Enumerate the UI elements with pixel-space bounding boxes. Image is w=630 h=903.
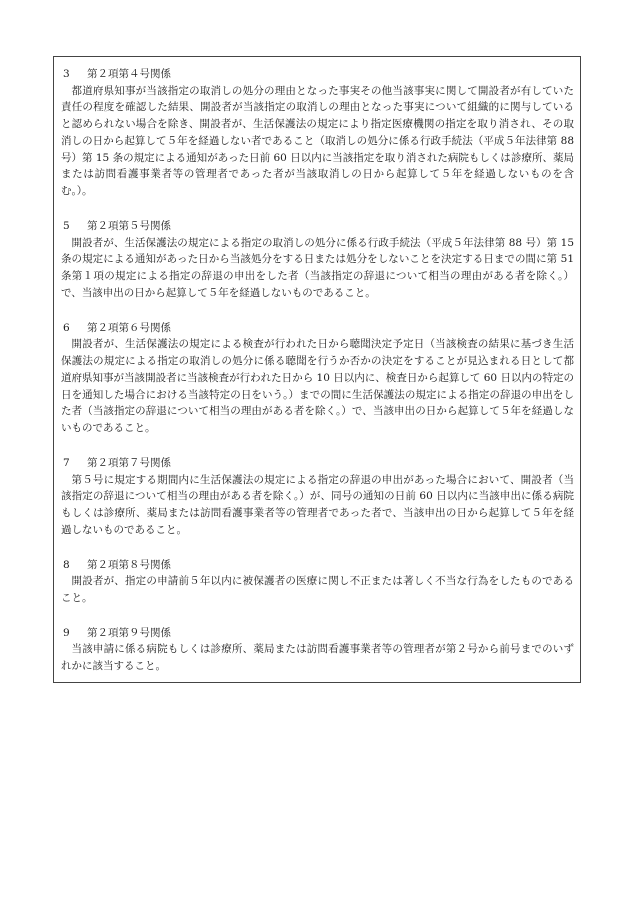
section-body: 開設者が、生活保護法の規定による指定の取消しの処分に係る行政手続法（平成５年法律第 88 号）第 15 条の規定による通知があった日から当該処分をする日または処分をしないことを決定する日までの間に第 51 条第１項の規定による指定の辞退の申出をした者（当該指定の辞退について相当の理由がある者を除く。）で、当該申出の日から起算して５年を経過しないものであること。 [61,236,574,299]
section-title: 第２項第６号関係 [87,321,171,334]
section-body: 第５号に規定する期間内に生活保護法の規定による指定の辞退の申出があった場合において、開設者（当該指定の辞退について相当の理由がある者を除く。）が、同号の通知の日前 60 日以内に当該申出に係る病院もしくは診療所、薬局または訪問看護事業者等の管理者であった者で、当該申出の日から起算して５年を経過しないものであること。 [61,473,574,536]
section-title: 第２項第９号関係 [87,626,171,639]
section-8 [61,557,574,607]
section-9 [61,625,574,675]
section-heading [63,218,574,235]
section-number: 5 [63,220,70,233]
section-heading [63,320,574,337]
section-title: 第２項第７号関係 [87,457,171,470]
section-heading [63,557,574,574]
section-body: 都道府県知事が当該指定の取消しの処分の理由となった事実その他当該事実に関して開設者が有していた責任の程度を確認した結果、開設者が当該指定の取消しの理由となった事実について組織的に関与していると認められない場合を除き、開設者が、生活保護法の規定により指定医療機関の指定を取り消され、その取消しの日から起算して５年を経過しない者であること（取消しの処分に係る行政手続法（平成５年法律第 88 号）第 15 条の規定による通知があった日前 60 日以内に当該指定を取り消された病院もしくは診療所、薬局または訪問看護事業者等の管理者であった者が当該取消しの日から起算して５年を経過しないものを含む。）。 [61,84,574,198]
section-5 [61,218,574,302]
section-heading [63,625,574,642]
section-number: 8 [63,558,70,571]
section-title: 第２項第５号関係 [87,220,171,233]
document-frame [53,56,581,683]
section-title: 第２項第８号関係 [87,558,171,571]
section-7 [61,455,574,539]
section-6 [61,320,574,437]
section-number: 6 [63,321,70,334]
section-3 [61,66,574,200]
section-heading [63,66,574,83]
section-body: 開設者が、生活保護法の規定による検査が行われた日から聴聞決定予定日（当該検査の結果に基づき生活保護法の規定による指定の取消しの処分に係る聴聞を行うか否かの決定をすることが見込まれる日として都道府県知事が当該開設者に当該検査が行われた日から 10 日以内に、検査日から起算して 60 日以内の特定の日を通知した場合における当該特定の日をいう。）までの間に生活保護法の規定による指定の辞退の申出をした者（当該指定の辞退について相当の理由がある者を除く。）で、当該申出の日から起算して５年を経過しないものであること。 [61,338,574,435]
section-body: 開設者が、指定の申請前５年以内に被保護者の医療に関し不正または著しく不当な行為をしたものであること。 [61,575,574,605]
section-title: 第２項第４号関係 [87,68,171,80]
section-number: 3 [63,68,70,80]
section-body: 当該申請に係る病院もしくは診療所、薬局または訪問看護事業者等の管理者が第２号から前号までのいずれかに該当すること。 [61,643,574,673]
section-number: 9 [63,626,70,639]
section-heading [63,455,574,472]
section-number: 7 [63,457,70,470]
document-content [61,66,574,693]
